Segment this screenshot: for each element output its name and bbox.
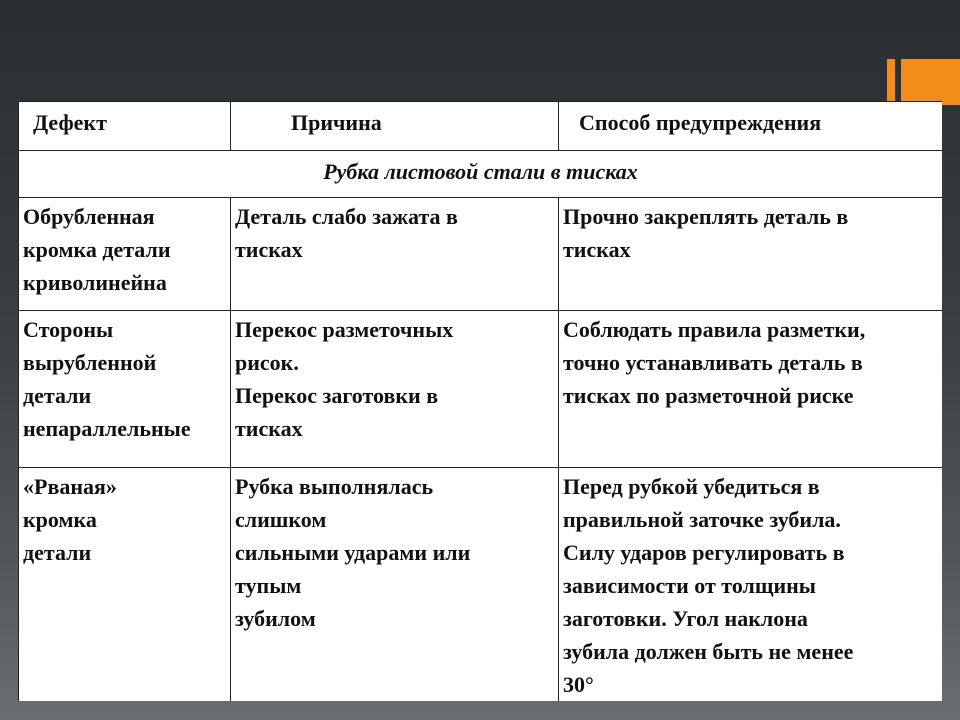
header-cause: Причина [231,102,559,151]
header-prevention: Способ предупреждения [559,102,943,151]
accent-bar-thick [901,59,960,105]
cell-line: Перекос заготовки в [235,383,439,408]
cell-line: Перекос разметочных [235,317,454,342]
cell-line: Рубка выполнялась [235,474,434,499]
cell-line: зубила должен быть не менее [563,639,854,664]
cell-line: тисках [235,416,303,441]
cell-line: Деталь слабо зажата в [235,204,458,229]
cell-line: тупым [235,573,302,598]
cell-line: точно устанавливать деталь в [563,350,863,375]
table-header-row [19,102,943,151]
cell-cause [231,468,559,702]
cell-line: Силу ударов регулировать в [563,540,845,565]
cell-line: криволинейна [23,270,167,295]
section-row [19,151,943,198]
defects-table [18,101,942,701]
cell-line: «Рваная» [23,474,117,499]
cell-line: кромка детали [23,237,171,262]
cell-line: правильной заточке зубила. [563,507,841,532]
cell-line: зубилом [235,606,316,631]
section-title: Рубка листовой стали в тисках [19,151,943,198]
cell-line: Перед рубкой убедиться в [563,474,820,499]
header-defect: Дефект [19,102,231,151]
cell-prevention [559,468,943,702]
cell-prevention [559,311,943,468]
cell-defect [19,311,231,468]
cell-line: кромка [23,507,97,532]
cell-line: зависимости от толщины [563,573,816,598]
cell-line: 30° [563,672,594,697]
cell-line: детали [23,540,92,565]
cell-line: тисках по разметочной риске [563,383,854,408]
cell-line: Обрубленная [23,204,155,229]
cell-line: сильными ударами или [235,540,471,565]
cell-line: непараллельные [23,416,191,441]
cell-cause [231,198,559,311]
cell-line: Соблюдать правила разметки, [563,317,866,342]
table-row [19,468,943,702]
cell-line: вырубленной [23,350,157,375]
cell-defect [19,468,231,702]
cell-line: детали [23,383,92,408]
cell-line: тисках [235,237,303,262]
cell-cause [231,311,559,468]
cell-line: Прочно закреплять деталь в [563,204,849,229]
cell-defect [19,198,231,311]
cell-line: рисок. [235,350,299,375]
table-row [19,198,943,311]
cell-line: Стороны [23,317,114,342]
defects-table-container [18,101,942,701]
cell-line: тисках [563,237,631,262]
cell-line: слишком [235,507,327,532]
table-row [19,311,943,468]
cell-line: заготовки. Угол наклона [563,606,808,631]
accent-bar-thin [887,59,895,105]
cell-prevention [559,198,943,311]
